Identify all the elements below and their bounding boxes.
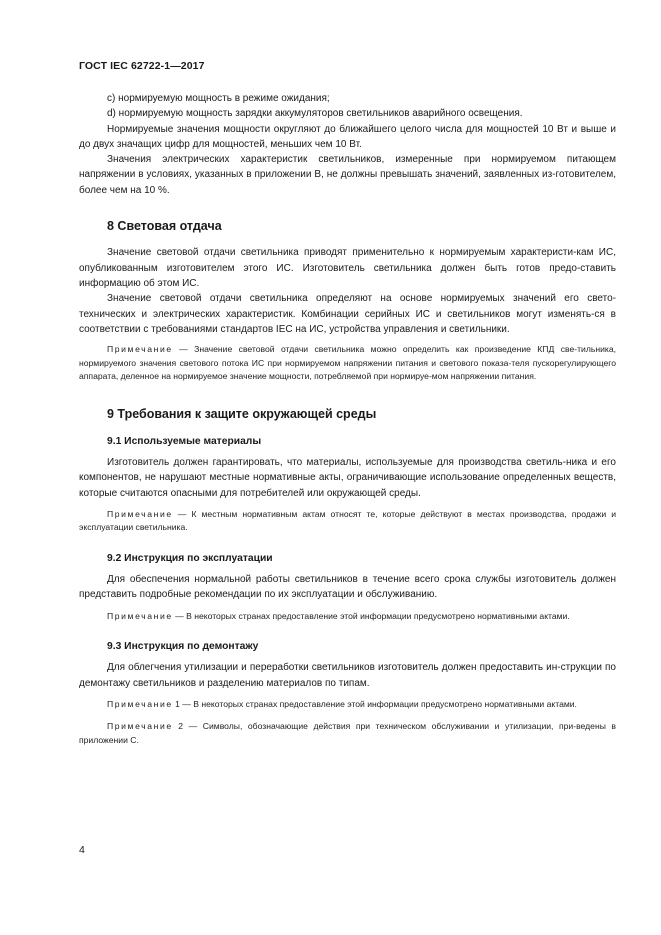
list-item-d: d) нормируемую мощность зарядки аккумуляторов светильников аварийного освещения.	[107, 108, 523, 120]
section-9-1-note	[79, 508, 616, 535]
document-header: ГОСТ IEC 62722-1—2017	[79, 60, 205, 72]
section-9-3-note-2	[79, 720, 616, 747]
list-item-c: с) нормируемую мощность в режиме ожидания;	[107, 93, 330, 104]
section-9-3-note-1	[79, 698, 616, 711]
section-9-2-heading: 9.2 Инструкция по эксплуатации	[107, 552, 273, 564]
paragraph-electrical: Значения электрических характеристик светильников, измеренные при нормируемом питающем напряжении в условиях, указанных в приложении В, не должны превышать значений, заявленных из-готовителем, более чем на 10 %.	[79, 154, 616, 196]
note-text: — В некоторых странах предоставление этой информации предусмотрено нормативными актами.	[172, 610, 570, 621]
section-8-heading: 8 Световая отдача	[107, 219, 222, 234]
section-9-heading: 9 Требования к защите окружающей среды	[107, 407, 377, 422]
note-label: Примечание	[107, 508, 173, 519]
note-label: Примечание	[107, 344, 173, 355]
paragraph-rounding: Нормируемые значения мощности округляют до ближайшего целого числа для мощностей 10 Вт и выше и до двух значащих цифр для мощностей, меньших чем 10 Вт.	[79, 123, 616, 150]
section-8-paragraph-1: Значение световой отдачи светильника приводят применительно к нормируемым характеристи-кам ИС, опубликованным изготовителем этого ИС. Изготовитель светильника должен быть готов предо-ставить информацию об этом ИС.	[79, 247, 616, 289]
note-text: 1 — В некоторых странах предоставление этой информации предусмотрено нормативными актами.	[172, 698, 577, 709]
section-9-2-note	[79, 610, 616, 623]
section-8-note	[79, 343, 616, 383]
note-label: Примечание	[107, 610, 173, 621]
note-text: 2 — Символы, обозначающие действия при техническом обслуживании и утилизации, при-ведены в приложении С.	[79, 721, 616, 745]
section-9-3-heading: 9.3 Инструкция по демонтажу	[107, 640, 259, 652]
section-9-3-paragraph: Для облегчения утилизации и переработки светильников изготовитель должен предоставить ин-струкции по демонтажу светильников и разделению материалов по типам.	[79, 662, 616, 689]
section-9-1-paragraph: Изготовитель должен гарантировать, что материалы, используемые для производства светиль-ника и его компонентов, не нарушают местные нормативные акты, ограничивающие использование определенных веществ, которые считаются опасными для потребителей или окружающей среды.	[79, 456, 616, 499]
document-body	[79, 91, 616, 747]
section-9-2-paragraph: Для обеспечения нормальной работы светильников в течение всего срока службы изготовитель должен представить подробные рекомендации по их эксплуатации и обслуживанию.	[79, 573, 616, 601]
section-8-paragraph-2: Значение световой отдачи светильника определяют на основе нормируемых значений его свето-технических и электрических характеристик. Комбинации серийных ИС и светильников могут изменять-ся в соответствии с требованиями стандартов IEC на ИС, устройства управления и светильники.	[79, 293, 616, 335]
note-label: Примечание	[107, 721, 173, 732]
page-number: 4	[79, 844, 85, 856]
note-label: Примечание	[107, 698, 173, 709]
note-text: — К местным нормативным актам относят те, которые действуют в местах производства, продажи и эксплуатации светильника.	[79, 508, 616, 533]
section-9-1-heading: 9.1 Используемые материалы	[107, 435, 262, 447]
note-text: — Значение световой отдачи светильника можно определить как произведение КПД све-тильника, нормируемого значения светового потока ИС при нормируемом напряжении питания и светового показа-теля пускорегулирующего аппарата, деленное на нормируемое значение мощности, потребляемой при нормируе-мом напряжении питания.	[79, 344, 616, 381]
